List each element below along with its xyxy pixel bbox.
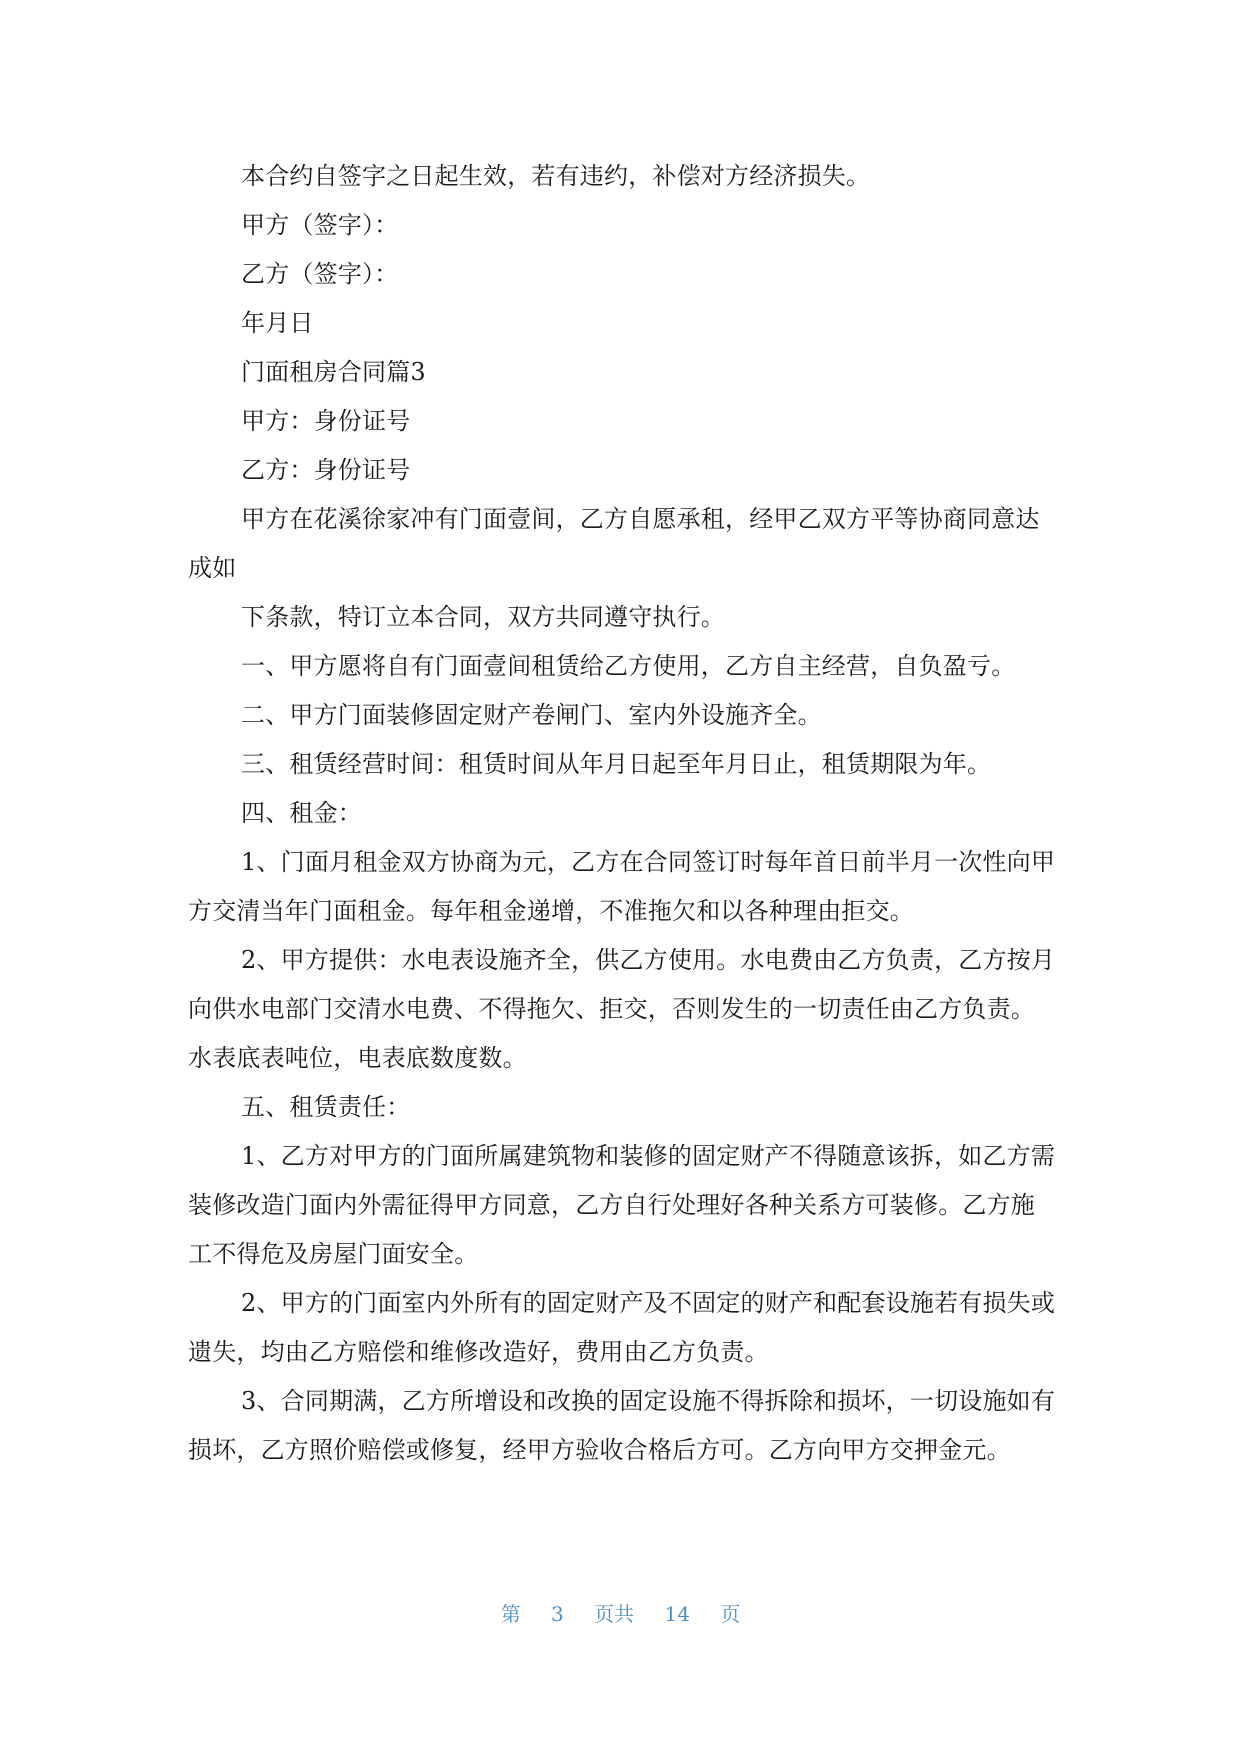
paragraph: 本合约自签字之日起生效，若有违约，补偿对方经济损失。 (241, 162, 871, 190)
paragraph: 乙方（签字）： (241, 260, 399, 288)
paragraph: 2、甲方提供：水电表设施齐全，供乙方使用。水电费由乙方负责，乙方按月向供水电部门交清水电费、不得拖欠、拒交，否则发生的一切责任由乙方负责。水表底表吨位，电表底数度数。 (188, 946, 1056, 1072)
paragraph: 年月日 (241, 309, 314, 337)
footer-total-pages: 14 (664, 1602, 690, 1626)
paragraph: 1、乙方对甲方的门面所属建筑物和装修的固定财产不得随意该拆，如乙方需装修改造门面内外需征得甲方同意，乙方自行处理好各种关系方可装修。乙方施工不得危及房屋门面安全。 (188, 1142, 1056, 1268)
footer-prefix: 第 (500, 1602, 521, 1626)
paragraph: 甲方：身份证号 (241, 407, 411, 435)
footer-middle: 页共 (594, 1602, 635, 1626)
paragraph: 三、租赁经营时间：租赁时间从年月日起至年月日止，租赁期限为年。 (241, 750, 992, 778)
paragraph: 甲方在花溪徐家冲有门面壹间，乙方自愿承租，经甲乙双方平等协商同意达成如 (188, 505, 1040, 582)
footer-current-page: 3 (551, 1602, 564, 1626)
page-footer (0, 1598, 1241, 1627)
paragraph: 五、租赁责任： (241, 1093, 411, 1121)
paragraph: 二、甲方门面装修固定财产卷闸门、室内外设施齐全。 (241, 701, 822, 729)
section-heading: 门面租房合同篇3 (241, 358, 426, 386)
paragraph: 甲方（签字）： (241, 211, 399, 239)
paragraph: 乙方：身份证号 (241, 456, 411, 484)
paragraph: 下条款，特订立本合同，双方共同遵守执行。 (241, 603, 725, 631)
footer-suffix: 页 (720, 1602, 741, 1626)
paragraph: 3、合同期满，乙方所增设和改换的固定设施不得拆除和损坏，一切设施如有损坏，乙方照价赔偿或修复，经甲方验收合格后方可。乙方向甲方交押金元。 (188, 1387, 1056, 1464)
paragraph: 四、租金： (241, 799, 362, 827)
paragraph: 1、门面月租金双方协商为元，乙方在合同签订时每年首日前半月一次性向甲方交清当年门面租金。每年租金递增，不准拖欠和以各种理由拒交。 (188, 848, 1056, 925)
paragraph: 2、甲方的门面室内外所有的固定财产及不固定的财产和配套设施若有损失或遗失，均由乙方赔偿和维修改造好，费用由乙方负责。 (188, 1289, 1056, 1366)
paragraph: 一、甲方愿将自有门面壹间租赁给乙方使用，乙方自主经营，自负盈亏。 (241, 652, 1016, 680)
document-body (188, 152, 1058, 1475)
